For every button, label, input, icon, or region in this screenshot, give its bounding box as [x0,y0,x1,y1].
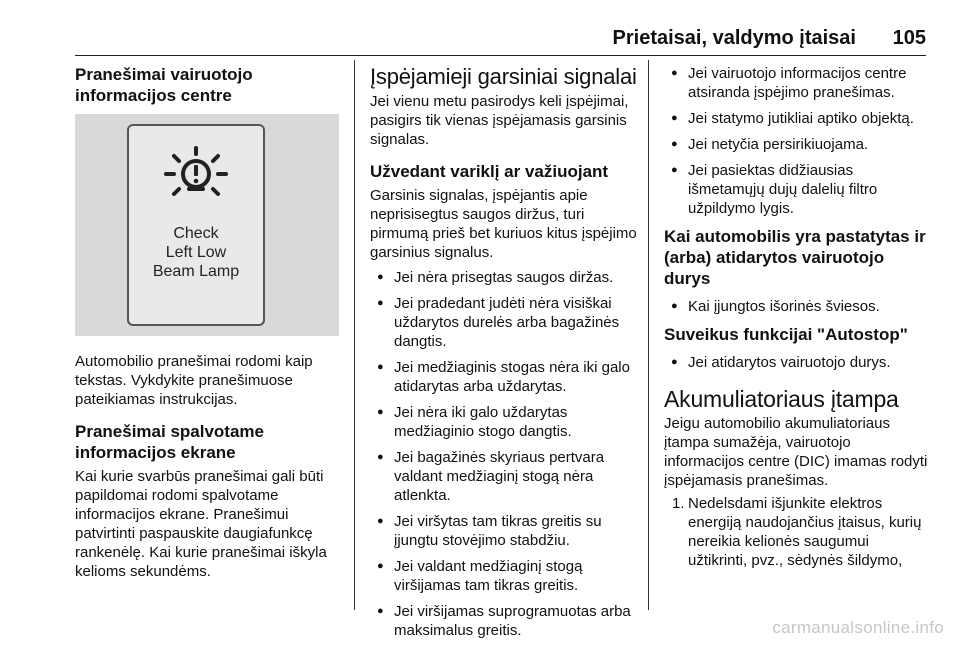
paragraph: Kai kurie svarbūs pranešimai gali būti papildomai rodomi spalvotame informacijos ekrane. Pranešimui patvirtinti paspauskite daugiafunkcę rankenėlę. Kai kurie pranešimai iškyla kelioms sekundėms. [75,468,327,580]
list-item: ● Jei viršijamas suprogramuotas arba maksimalus greitis. [370,602,638,640]
dic-display-panel [127,124,265,326]
list-item: ● Kai įjungtos išorinės šviesos. [664,297,928,316]
list-item: ● Jei vairuotojo informacijos centre atsiranda įspėjimo pranešimas. [664,64,928,102]
list-item: ● Jei nėra iki galo uždarytas medžiaginio stogo dangtis. [370,403,638,441]
dic-message-line: Check [173,225,219,242]
column-divider [648,60,649,610]
column-1 [75,64,343,593]
list-item: ● Jei statymo jutikliai aptiko objektą. [664,109,928,128]
section-title: Akumuliatoriaus įtampa [664,386,899,412]
paragraph: Garsinis signalas, įspėjantis apie neprisisegtus saugos diržus, turi pirmumą prieš bet kuriuos kitus įspėjimo garsinius signalus. [370,187,637,261]
paragraph: Automobilio pranešimai rodomi kaip tekstas. Vykdykite pranešimuose pateikiamas instrukcijas. [75,353,313,408]
section-heading: Pranešimai spalvotame informacijos ekrane [75,422,264,462]
section-heading: Suveikus funkcijai "Autostop" [664,325,908,344]
header-title: Prietaisai, valdymo įtaisai [612,27,856,49]
dic-message-text [129,224,263,281]
section-heading: Pranešimai vairuotojo informacijos centre [75,65,253,105]
paragraph: Jeigu automobilio akumuliatoriaus įtampa sumažėja, vairuotojo informacijos centre (DIC) imamas rodyti įspėjamasis pranešimas. [664,415,928,489]
bullet-list [664,64,928,218]
bullet-list [370,268,638,640]
bullet-list [664,353,928,372]
section-heading: Kai automobilis yra pastatytas ir (arba) atidarytos vairuotojo durys [664,227,926,288]
bullet-list [664,297,928,316]
list-item: ● Jei atidarytos vairuotojo durys. [664,353,928,372]
page-number: 105 [892,27,926,49]
page-header [0,0,960,56]
dic-message-figure [75,114,339,336]
list-item: ● Jei pradedant judėti nėra visiškai uždarytos durelės arba bagažinės dangtis. [370,294,638,351]
list-item: ● Jei medžiaginis stogas nėra iki galo atidarytas arba uždarytas. [370,358,638,396]
column-3 [664,64,928,570]
numbered-list [664,494,928,570]
list-item: ● Jei bagažinės skyriaus pertvara valdant medžiaginį stogą nėra atlenkta. [370,448,638,505]
list-item: ● Jei valdant medžiaginį stogą viršijamas tam tikras greitis. [370,557,638,595]
header-rule [75,55,926,56]
column-divider [354,60,355,610]
column-2 [370,64,638,648]
list-item [664,494,928,570]
section-heading: Užvedant variklį ar važiuojant [370,162,609,181]
list-item: ● Jei netyčia persirikiuojama. [664,135,928,154]
dic-message-line: Left Low [165,244,227,261]
bulb-warning-icon [162,144,230,204]
list-item: ● Jei viršytas tam tikras greitis su įjungtu stovėjimo stabdžiu. [370,512,638,550]
paragraph: Jei vienu metu pasirodys keli įspėjimai, pasigirs tik vienas įspėjamasis garsinis signalas. [370,93,629,148]
section-title: Įspėjamieji garsiniai signalai [370,64,637,89]
list-item: ● Jei pasiektas didžiausias išmetamųjų dujų dalelių filtro užpildymo lygis. [664,161,928,218]
list-item-text: Nedelsdami išjunkite elektros energiją naudojančius įtaisus, kurių nereikia kelionės saugumui užtikrinti, pvz., sėdynės šildymo, [688,495,922,569]
list-number: 1. [672,495,685,512]
watermark: carmanualsonline.info [772,618,944,637]
dic-message-line: Beam Lamp [152,263,240,280]
list-item: ● Jei nėra prisegtas saugos diržas. [370,268,638,287]
